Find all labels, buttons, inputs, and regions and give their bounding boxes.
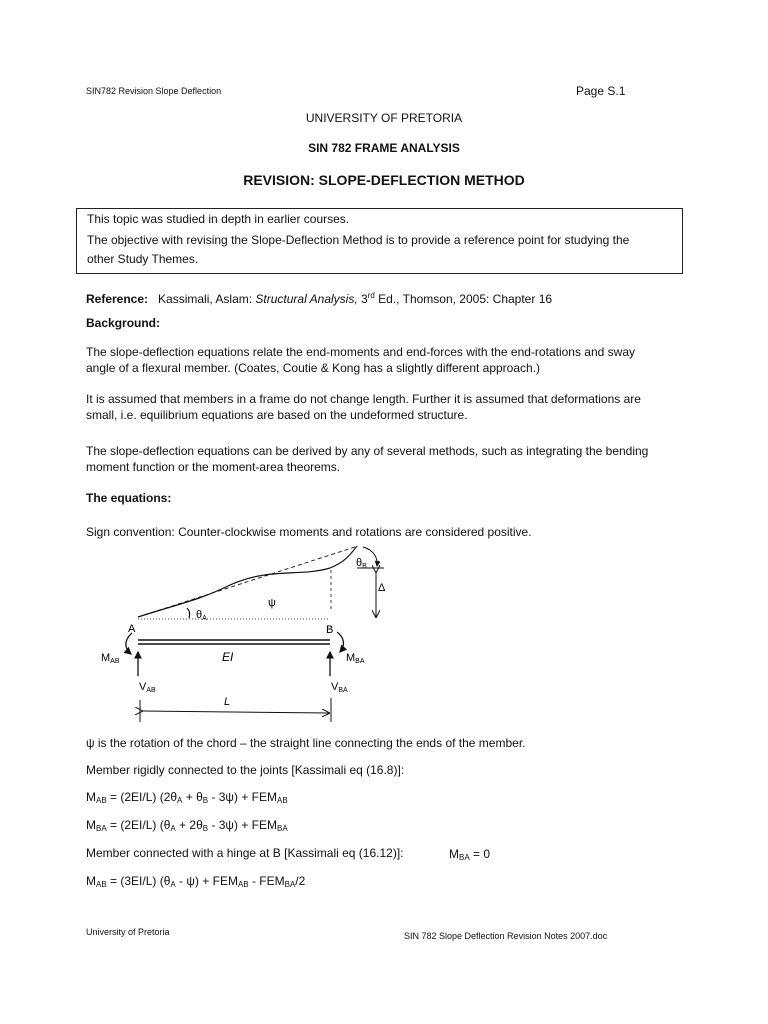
equation-hinge-m-ab: $M_{AB} = (3EI/L)$ $(\theta_A - \psi) + FEM_{AB} - FEM_{BA}/2$ — [86, 874, 306, 889]
bg-p3-line1: The slope-deflection equations can be derived by any of several methods, such as integrating the bending — [86, 444, 649, 458]
bg-p1-line2: angle of a flexural member. (Coates, Coutie & Kong has a slightly different approach.) — [86, 361, 541, 375]
node-a-label: A — [128, 623, 136, 635]
node-b-label: B — [326, 624, 334, 636]
reference-label: Reference: — [86, 292, 149, 306]
ei-label: EI — [222, 650, 234, 664]
delta-label: Δ — [378, 582, 386, 594]
reference-author: Kassimali, Aslam: — [158, 292, 256, 306]
theta-a-arc — [187, 608, 190, 618]
equation-m-ab: $M_{AB} = (2EI/L) (2\theta_A + \theta_B - 3\psi) + FEM_{AB}$ — [86, 790, 288, 805]
course-title: SIN 782 FRAME ANALYSIS — [308, 141, 460, 155]
reference-edition: 3 — [357, 292, 368, 306]
m-ba-arrow — [337, 632, 343, 652]
bg-p3-line2: moment function or the moment-area theorems. — [86, 460, 341, 474]
rigid-note: Member rigidly connected to the joints [Kassimali eq (16.8)]: — [86, 763, 405, 777]
footer-right: SIN 782 Slope Deflection Revision Notes 2007.doc — [404, 931, 608, 941]
intro-line-2: The objective with revising the Slope-Deflection Method is to provide a reference point for studying the — [87, 233, 630, 247]
psi-label: ψ — [268, 597, 276, 609]
university-title: UNIVERSITY OF PRETORIA — [305, 111, 463, 125]
topic-title: REVISION: SLOPE-DEFLECTION METHOD — [243, 172, 525, 188]
m-ab-label: MAB — [101, 652, 120, 665]
theta-a-label: θA — [196, 609, 207, 622]
m-ba-label: MBA — [346, 652, 365, 665]
bg-p2-line1: It is assumed that members in a frame do not change length. Further it is assumed that deformations are — [86, 392, 641, 406]
theta-b-label: θB — [356, 557, 367, 570]
footer-left: University of Pretoria — [86, 927, 170, 937]
page-number: Page S.1 — [576, 84, 626, 98]
equation-m-ba: $M_{BA} = (2EI/L) (\theta_A + 2\theta_B - 3\psi) + FEM_{BA}$ — [86, 818, 288, 833]
reference-edition-sup: rd — [367, 291, 375, 300]
hinge-note: Member connected with a hinge at B [Kassimali eq (16.12)]: — [86, 846, 404, 860]
intro-line-3: other Study Themes. — [87, 252, 199, 266]
background-heading: Background: — [86, 316, 161, 330]
bg-p1-line1: The slope-deflection equations relate the end-moments and end-forces with the end-rotations and sway — [86, 345, 635, 359]
m-ab-arrow — [126, 633, 132, 654]
length-label: L — [224, 696, 231, 708]
header-left: SIN782 Revision Slope Deflection — [86, 86, 222, 96]
length-arrow — [142, 711, 329, 713]
hinge-condition: $M_{BA} = 0$ — [449, 847, 491, 862]
intro-line-1: This topic was studied in depth in earlier courses. — [87, 212, 350, 226]
v-ab-label: VAB — [139, 681, 156, 694]
equations-heading: The equations: — [86, 491, 172, 505]
sign-convention: Sign convention: Counter-clockwise moments and rotations are considered positive. — [86, 525, 532, 539]
reference-rest: Ed., Thomson, 2005: Chapter 16 — [374, 292, 553, 306]
bg-p2-line2: small, i.e. equilibrium equations are based on the undeformed structure. — [86, 408, 468, 422]
reference-book: Structural Analysis, — [255, 292, 358, 306]
v-ba-label: VBA — [331, 681, 348, 694]
psi-note: ψ is the rotation of the chord – the straight line connecting the ends of the member. — [86, 736, 526, 750]
